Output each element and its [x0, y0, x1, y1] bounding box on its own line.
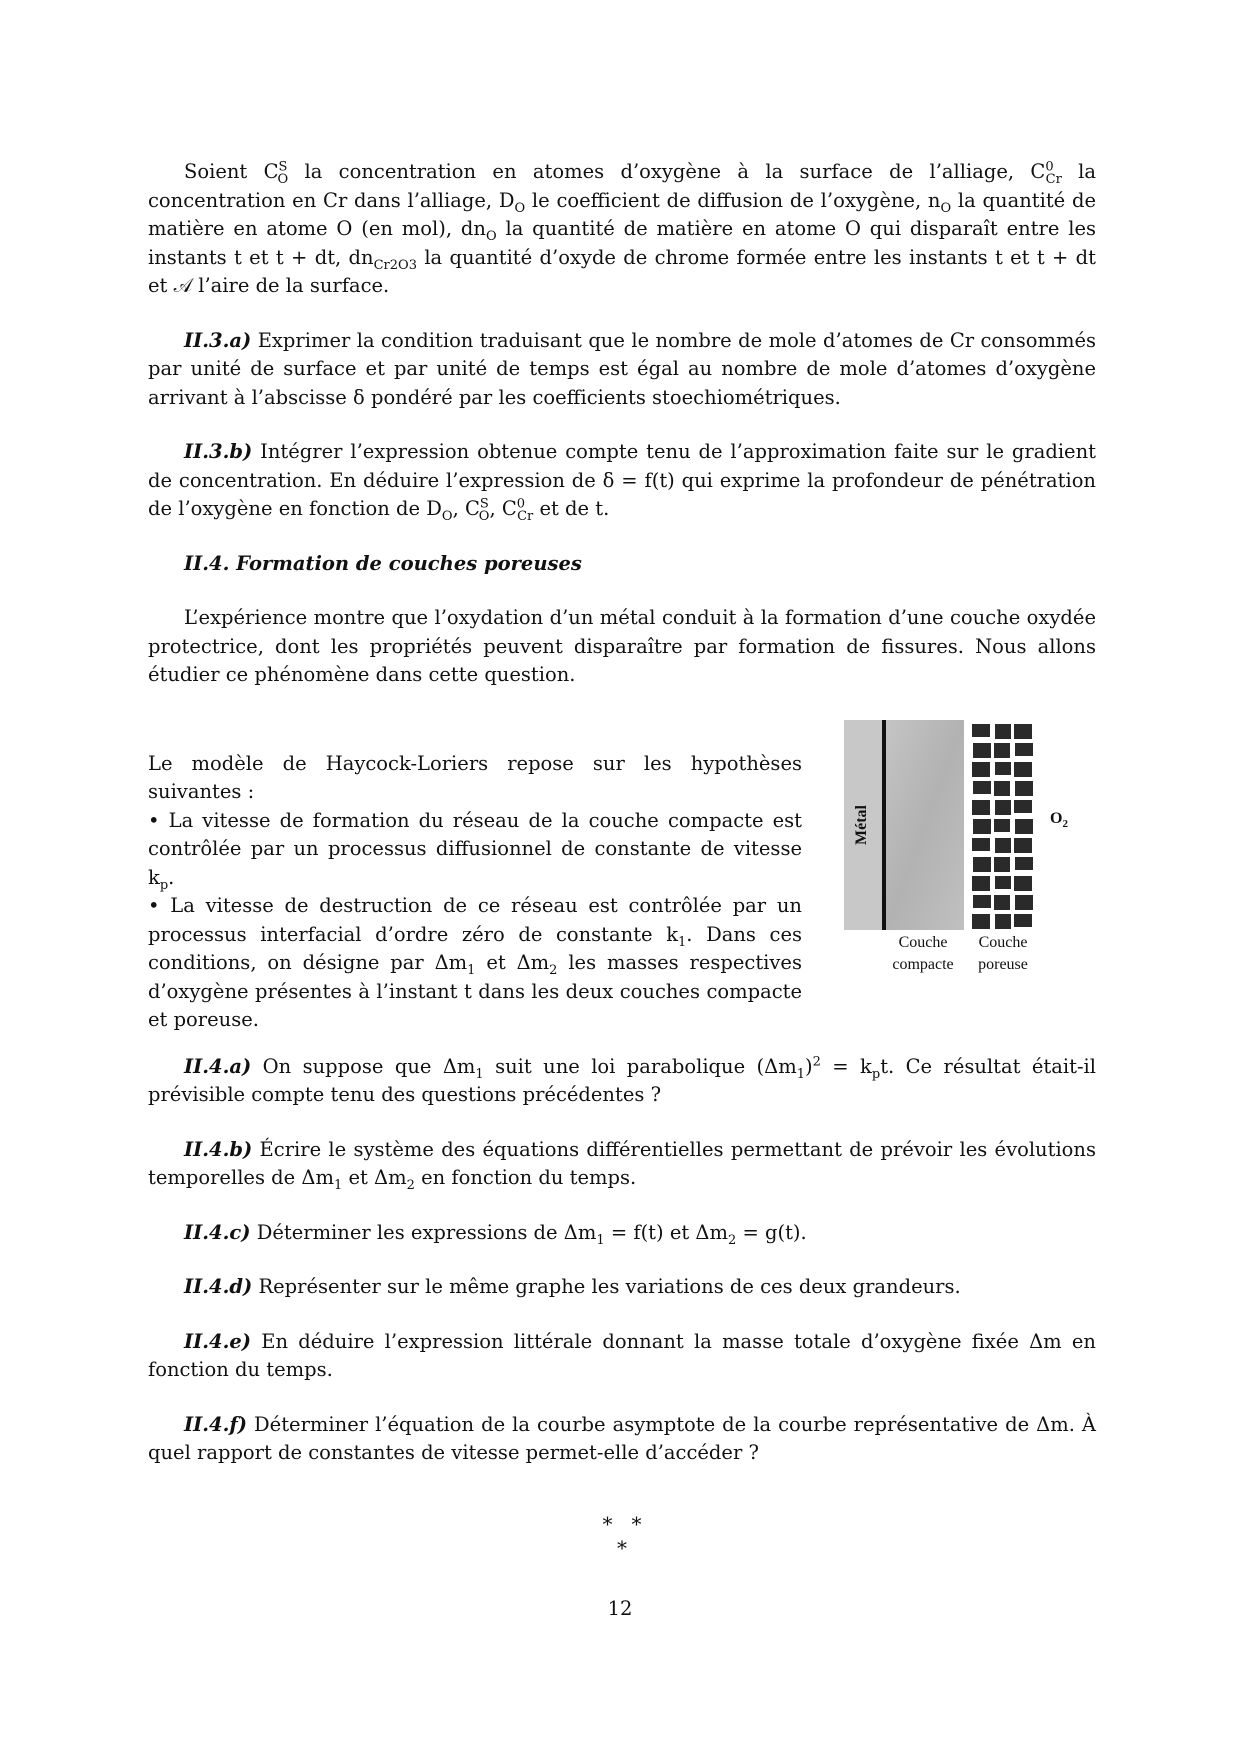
porous-block: [972, 800, 990, 815]
porous-block: [973, 743, 991, 758]
question-label: II.4.f): [184, 1412, 248, 1436]
sup: S: [479, 496, 489, 512]
page-content: [148, 158, 1096, 1560]
porous-block: [1014, 838, 1032, 853]
question-label: II.4.e): [184, 1329, 252, 1353]
question-text: en fonction du temps.: [414, 1166, 637, 1189]
sub: 1: [467, 962, 476, 978]
label-line: poreuse: [978, 955, 1028, 973]
sup: S: [278, 159, 288, 175]
question-label: II.4.d): [184, 1275, 253, 1298]
porous-block: [972, 914, 990, 929]
end-marks: [148, 1512, 1096, 1560]
porous-block: [995, 914, 1011, 929]
o2-text: O: [1050, 809, 1063, 827]
bullet-text: et Δm: [475, 951, 550, 974]
porous-block: [973, 781, 991, 794]
question-text: suit une loi parabolique (Δm: [483, 1054, 797, 1078]
porous-block: [995, 838, 1011, 853]
question-ii-4-e: [148, 1328, 1096, 1385]
sub: O: [478, 508, 490, 524]
porous-block: [973, 857, 991, 872]
porous-block: [1015, 743, 1033, 756]
porous-block: [972, 876, 990, 891]
porous-block: [972, 838, 990, 851]
sub: 2: [406, 1177, 415, 1193]
oxide-layer-figure: [836, 720, 1096, 980]
sub: 1: [475, 1066, 484, 1082]
porous-block: [1014, 914, 1032, 927]
question-label: II.4.c): [184, 1220, 251, 1244]
porous-block: [994, 781, 1010, 796]
question-text: = g(t).: [736, 1220, 807, 1244]
page-number: 12: [607, 1597, 633, 1620]
o2-label: [1044, 808, 1074, 830]
question-ii-4-c: [148, 1219, 1096, 1248]
intro-text: la concentration en Cr dans l’alliage, D: [148, 160, 1097, 212]
question-text: = k: [820, 1054, 872, 1078]
question-label: II.3.a): [184, 328, 252, 352]
question-text: Écrire le système des équations différentielles permettant de prévoir les évolutions temporelles de Δm: [148, 1137, 1096, 1189]
sub: 1: [333, 1177, 343, 1193]
question-ii-4-b: [148, 1136, 1096, 1193]
question-text: On suppose que Δm: [251, 1054, 476, 1078]
question-label: II.3.b): [184, 440, 253, 463]
sub: O: [940, 200, 952, 216]
question-text: , C: [489, 497, 517, 520]
porous-block: [973, 895, 991, 908]
stars-line: *: [617, 1535, 627, 1560]
porous-block: [994, 743, 1010, 758]
sub: O: [514, 200, 526, 216]
question-text: , C: [452, 497, 480, 520]
porous-block: [994, 857, 1010, 872]
sub: p: [871, 1066, 881, 1082]
porous-block: [1015, 857, 1033, 870]
sub: 1: [796, 1066, 806, 1082]
porous-block: [994, 819, 1010, 832]
metal-label: Métal: [853, 804, 870, 845]
bullet-text: • La vitesse de formation du réseau de la couche compacte est contrôlée par un processus diffusionnel de constante de vitesse k: [148, 808, 802, 889]
sub: 1: [596, 1232, 605, 1248]
intro-text: la quantité de matière en atome O (en mol), dn: [148, 188, 1097, 240]
section-intro: L’expérience montre que l’oxydation d’un métal conduit à la formation d’une couche oxydée protectrice, dont les propriétés peuvent disparaître par formation de fissures. Nous allons étudier ce phénomène dans cette question.: [148, 606, 1096, 686]
sub: Cr: [1045, 171, 1062, 187]
label-line: Couche: [898, 933, 948, 951]
question-text: ): [805, 1054, 813, 1078]
intro-text: la quantité d’oxyde de chrome formée entre les instants t et t + dt et 𝒜 l’aire de la surface.: [148, 245, 1097, 297]
sub: O: [277, 171, 289, 187]
question-ii-3-b: [148, 438, 1096, 524]
porous-block: [1014, 724, 1032, 739]
porous-block: [1015, 819, 1033, 834]
sup: 0: [516, 496, 526, 512]
porous-block: [972, 762, 990, 777]
question-ii-3-a: [148, 327, 1096, 413]
sup: 0: [1045, 159, 1054, 175]
intro-paragraph: [148, 158, 1096, 301]
label-line: Couche: [978, 933, 1028, 951]
question-text: Déterminer les expressions de Δm: [250, 1220, 597, 1244]
interface-line: [882, 720, 886, 930]
sub: 2: [549, 962, 558, 978]
bullet-text: • La vitesse de destruction de ce réseau est contrôlée par un processus interfacial d’ordre zéro de constante k: [148, 894, 802, 946]
question-text: Intégrer l’expression obtenue compte tenu de l’approximation faite sur le gradient de concentration. En déduire l’expression de δ = f(t) qui exprime la profondeur de pénétration de l’oxygène en fonction de D: [148, 440, 1096, 520]
sub: O: [485, 228, 497, 244]
model-text: [148, 720, 802, 1035]
question-text: t. Ce résultat était-il prévisible compte tenu des questions précédentes ?: [148, 1054, 1097, 1106]
sub: 2: [727, 1232, 737, 1248]
bullet-text: les masses respectives d’oxygène présentes à l’instant t dans les deux couches compacte et poreuse.: [148, 951, 802, 1031]
question-text: et de t.: [533, 497, 610, 520]
porous-block: [1014, 800, 1032, 813]
model-intro: Le modèle de Haycock-Loriers repose sur les hypothèses suivantes :: [148, 751, 802, 803]
compact-layer: [886, 720, 964, 930]
sub: p: [159, 877, 169, 893]
question-text: et Δm: [342, 1166, 407, 1189]
porous-layer-label: [968, 932, 1038, 976]
sub: Cr: [517, 508, 534, 524]
model-block: [148, 720, 1096, 1035]
intro-text: la quantité de matière en atome O qui disparaît entre les instants t et t + dt, dn: [148, 217, 1096, 269]
question-text: En déduire l’expression littérale donnant la masse totale d’oxygène fixée Δm en fonction du temps.: [148, 1329, 1096, 1381]
intro-text: le coefficient de diffusion de l’oxygène, n: [525, 188, 941, 212]
porous-block: [994, 895, 1010, 910]
porous-block: [1015, 781, 1033, 796]
intro-text: Soient C: [184, 160, 279, 183]
porous-block: [995, 724, 1011, 739]
sub: O: [441, 508, 453, 524]
compact-layer-label: [878, 932, 968, 976]
porous-block: [995, 800, 1011, 815]
porous-block: [995, 876, 1011, 889]
model-bullet-2: [148, 892, 802, 1035]
model-bullet-1: [148, 807, 802, 893]
porous-layer-blocks: [972, 724, 1033, 929]
porous-block: [1014, 762, 1032, 777]
question-label: II.4.a): [184, 1054, 252, 1078]
question-ii-4-a: [148, 1053, 1096, 1110]
bullet-text: .: [168, 865, 175, 889]
intro-text: la concentration en atomes d’oxygène à la surface de l’alliage, C: [288, 160, 1046, 183]
sup: 2: [812, 1054, 821, 1069]
porous-block: [995, 762, 1011, 775]
bullet-text: . Dans ces conditions, on désigne par Δm: [148, 922, 803, 974]
question-label: II.4.b): [184, 1137, 253, 1161]
porous-block: [1014, 876, 1032, 891]
question-text: Déterminer l’équation de la courbe asymptote de la courbe représentative de Δm. À quel rapport de constantes de vitesse permet-elle d’accéder ?: [148, 1412, 1096, 1464]
question-text: Exprimer la condition traduisant que le nombre de mole d’atomes de Cr consommés par unité de surface et par unité de temps est égal au nombre de mole d’atomes d’oxygène arrivant à l’abscisse δ pondéré par les coefficients stoechiométriques.: [148, 328, 1096, 409]
porous-block: [972, 724, 990, 737]
stars-line: * *: [602, 1511, 642, 1536]
question-ii-4-f: [148, 1411, 1096, 1468]
section-title: II.4. Formation de couches poreuses: [184, 551, 582, 575]
question-ii-4-d: [148, 1273, 1096, 1302]
sub: 1: [678, 934, 687, 950]
sub: Cr2O3: [373, 257, 417, 273]
question-text: Représenter sur le même graphe les variations de ces deux grandeurs.: [252, 1275, 961, 1298]
porous-block: [1015, 895, 1033, 910]
porous-block: [973, 819, 991, 834]
sub: 2: [1062, 817, 1068, 830]
label-line: compacte: [892, 955, 954, 973]
question-text: = f(t) et Δm: [604, 1220, 728, 1244]
